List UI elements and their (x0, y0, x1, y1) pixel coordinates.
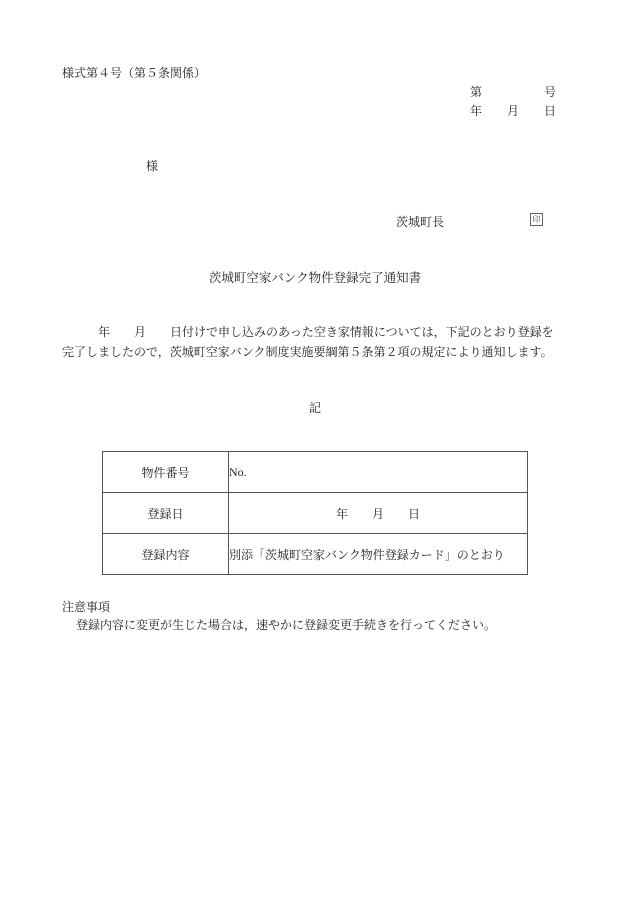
property-number-value: No. (229, 452, 528, 493)
number-suffix: 号 (543, 85, 556, 99)
addressee-honorific: 様 (146, 159, 159, 173)
body-month: 月 (134, 325, 147, 339)
property-number-label: 物件番号 (103, 452, 229, 493)
date-month: 月 (506, 104, 519, 118)
reg-day: 日 (408, 506, 421, 521)
notes-heading: 注意事項 (62, 600, 111, 614)
date-year: 年 (470, 104, 483, 118)
document-number (470, 83, 556, 100)
document-date (470, 102, 556, 119)
document-title: 茨城町空家バンク物件登録完了通知書 (208, 270, 422, 285)
reg-month: 月 (371, 506, 384, 521)
table-row (103, 452, 528, 493)
registration-table (102, 451, 528, 575)
seal-icon: 印 (530, 213, 543, 226)
registration-contents-value: 別添「茨城町空家バンク物件登録カード」のとおり (229, 534, 528, 575)
form-label: 様式第４号（第５条関係） (62, 66, 207, 80)
body-line-1 (62, 322, 582, 342)
table-row (103, 534, 528, 575)
body-year: 年 (98, 325, 111, 339)
body-line-1-rest: 日付けで申し込みのあった空き家情報については，下記のとおり登録を (170, 325, 554, 339)
registration-contents-label: 登録内容 (103, 534, 229, 575)
reg-year: 年 (335, 506, 348, 521)
notes-text: 登録内容に変更が生じた場合は，速やかに登録変更手続きを行ってください。 (76, 618, 497, 632)
date-day: 日 (543, 104, 556, 118)
registration-date-label: 登録日 (103, 493, 229, 534)
number-prefix: 第 (470, 85, 483, 99)
registration-date-value (229, 493, 528, 534)
body-line-2: 完了しましたので，茨城町空家バンク制度実施要綱第５条第２項の規定により通知します。 (62, 345, 553, 359)
body-paragraph (62, 322, 582, 362)
issuer-title: 茨城町長 (396, 215, 445, 229)
table-row (103, 493, 528, 534)
ki-heading: 記 (308, 401, 321, 415)
